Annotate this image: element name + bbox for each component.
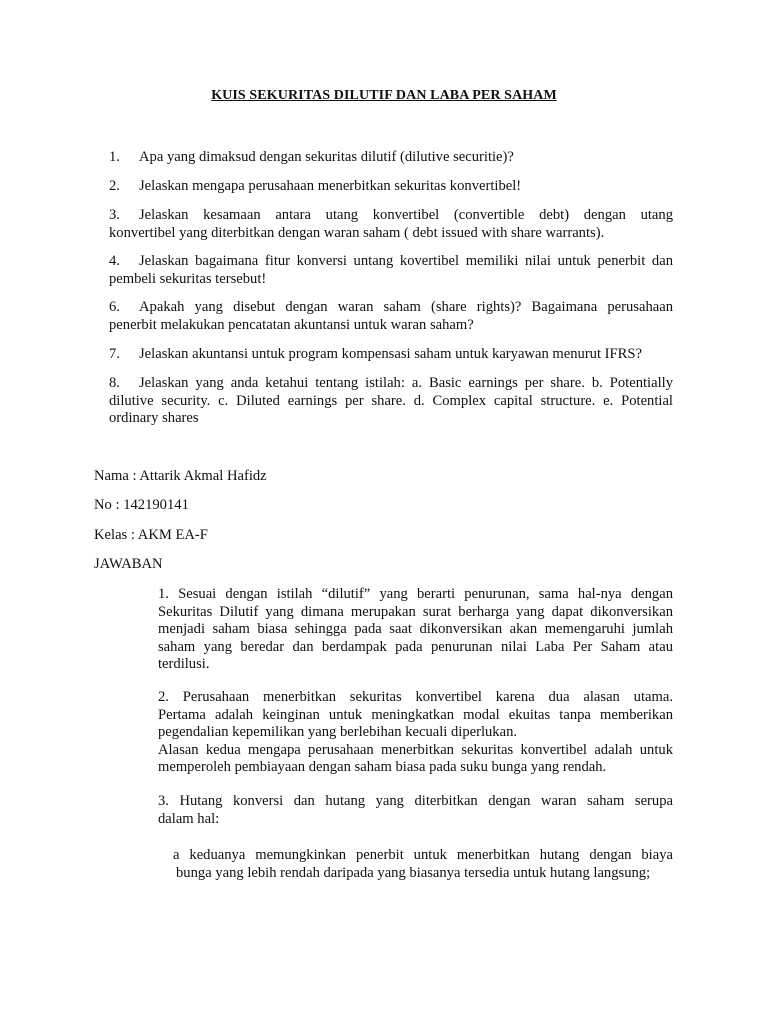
answer-1 <box>158 586 673 674</box>
answer-line: Sekuritas Dilutif yang dimana merupakan surat berharga yang dapat dikonversikan <box>158 603 673 620</box>
question-line: 6. Apakah yang disebut dengan waran saham (share rights)? Bagaimana perusahaan <box>109 299 673 315</box>
answer-line: menjadi saham biasa sehingga pada saat dikonversikan akan memengaruhi jumlah <box>158 621 673 637</box>
question-line: konvertibel yang diterbitkan dengan waran saham ( debt issued with share warrants). <box>109 224 605 241</box>
answer-line: pegendalian kepemilikan yang berlebihan kecuali diperlukan. <box>158 724 518 740</box>
question-number: 3. <box>109 207 120 223</box>
question-line: 4. Jelaskan bagaimana fitur konversi untang kovertibel memiliki nilai untuk penerbit dan <box>109 253 673 269</box>
question-line: dilutive security. c. Diluted earnings per share. d. Complex capital structure. e. Potential <box>109 392 673 409</box>
question-line: pembeli sekuritas tersebut! <box>109 270 267 287</box>
answers-heading: JAWABAN <box>94 556 163 572</box>
answer-line: terdilusi. <box>158 656 210 672</box>
answer-line: Pertama adalah keinginan untuk meningkatkan modal ekuitas tanpa memberikan <box>158 706 673 723</box>
question-number: 7. <box>109 346 120 362</box>
question-line: 8. Jelaskan yang anda ketahui tentang istilah: a. Basic earnings per share. b. Potentially <box>109 375 673 391</box>
question-line: 3. Jelaskan kesamaan antara utang konvertibel (convertible debt) dengan utang <box>109 207 673 223</box>
question-6 <box>109 299 673 334</box>
answer-2 <box>158 689 673 777</box>
answer-3a <box>173 847 673 882</box>
answer-line: 1. Sesuai dengan istilah “dilutif” yang berarti penurunan, sama hal-nya dengan <box>158 586 673 602</box>
question-text: Jelaskan akuntansi untuk program kompensasi saham untuk karyawan menurut IFRS? <box>139 346 642 362</box>
question-number: 6. <box>109 299 120 315</box>
answer-line: dalam hal: <box>158 810 220 827</box>
answer-line: memperoleh pembiayaan dengan saham biasa pada suku bunga yang rendah. <box>158 759 607 775</box>
question-8 <box>109 375 673 428</box>
answer-line: Alasan kedua mengapa perusahaan menerbitkan sekuritas konvertibel adalah untuk <box>158 741 673 758</box>
document-title: KUIS SEKURITAS DILUTIF DAN LABA PER SAHAM <box>211 88 557 103</box>
question-4 <box>109 253 673 288</box>
question-text: Apa yang dimaksud dengan sekuritas dilutif (dilutive securitie)? <box>139 149 514 165</box>
answer-line: 3. Hutang konversi dan hutang yang diterbitkan dengan waran saham serupa <box>158 793 673 809</box>
question-number: 4. <box>109 253 120 269</box>
question-line: ordinary shares <box>109 410 199 426</box>
student-number: No : 142190141 <box>94 497 189 513</box>
question-3 <box>109 207 673 242</box>
question-number: 2. <box>109 178 120 194</box>
student-class: Kelas : AKM EA-F <box>94 527 208 543</box>
answer-line: a keduanya memungkinkan penerbit untuk menerbitkan hutang dengan biaya <box>173 847 673 863</box>
question-2 <box>109 178 521 195</box>
answer-3 <box>158 793 673 828</box>
question-1 <box>109 149 514 166</box>
question-text: Jelaskan mengapa perusahaan menerbitkan sekuritas konvertibel! <box>139 178 522 194</box>
question-number: 1. <box>109 149 120 165</box>
answer-line: 2. Perusahaan menerbitkan sekuritas konvertibel karena dua alasan utama. <box>158 689 673 705</box>
answer-line: saham yang beredar dan berdampak pada penurunan nilai Laba Per Saham atau <box>158 638 673 655</box>
question-line: penerbit melakukan pencatatan akuntansi untuk waran saham? <box>109 316 474 333</box>
question-number: 8. <box>109 375 120 391</box>
student-name: Nama : Attarik Akmal Hafidz <box>94 468 267 484</box>
answer-line: bunga yang lebih rendah daripada yang biasanya tersedia untuk hutang langsung; <box>176 864 651 881</box>
question-7 <box>109 346 642 363</box>
